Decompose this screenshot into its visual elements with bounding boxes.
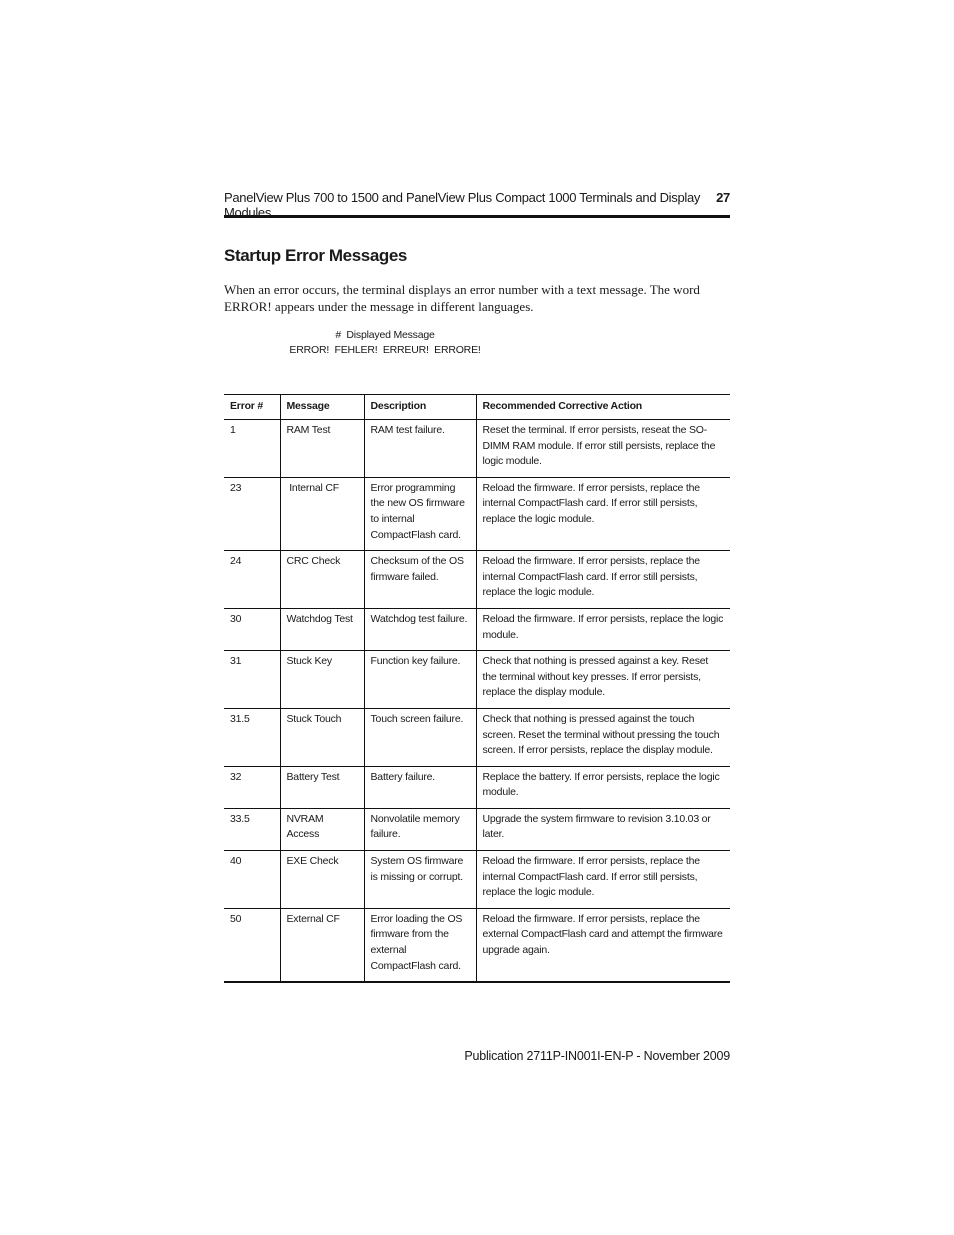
description-cell: Error programming the new OS firmware to internal CompactFlash card. <box>364 477 476 550</box>
description-cell: Watchdog test failure. <box>364 608 476 650</box>
corrective-action-cell: Reload the firmware. If error persists, replace the external CompactFlash card and attempt the firmware upgrade again. <box>476 908 730 982</box>
publication-footer: Publication 2711P-IN001I-EN-P - November 2009 <box>464 1049 730 1063</box>
table-row <box>224 608 730 650</box>
description-cell: Error loading the OS firmware from the external CompactFlash card. <box>364 908 476 982</box>
error-number-cell: 31 <box>224 651 280 709</box>
message-cell: Stuck Key <box>280 651 364 709</box>
error-number-cell: 1 <box>224 420 280 478</box>
message-cell: CRC Check <box>280 551 364 609</box>
corrective-action-cell: Upgrade the system firmware to revision 3.10.03 or later. <box>476 808 730 850</box>
display-sample-line-1: # Displayed Message <box>335 329 435 341</box>
header-title: PanelView Plus 700 to 1500 and PanelView Plus Compact 1000 Terminals and Display Modules <box>224 190 701 220</box>
table-row <box>224 708 730 766</box>
table-row <box>224 651 730 709</box>
message-cell: Watchdog Test <box>280 608 364 650</box>
error-number-cell: 32 <box>224 766 280 808</box>
table-header-row <box>224 395 730 420</box>
error-number-cell: 31.5 <box>224 708 280 766</box>
error-number-cell: 30 <box>224 608 280 650</box>
intro-paragraph: When an error occurs, the terminal displays an error number with a text message. The word ERROR! appears under the message in different languages. <box>224 282 700 314</box>
page-number: 27 <box>716 190 730 205</box>
running-header <box>224 190 730 218</box>
error-table <box>224 394 730 983</box>
corrective-action-cell: Reload the firmware. If error persists, replace the internal CompactFlash card. If error still persists, replace the logic module. <box>476 551 730 609</box>
message-cell: EXE Check <box>280 851 364 909</box>
table-row <box>224 477 730 550</box>
error-number-cell: 23 <box>224 477 280 550</box>
display-message-sample <box>224 328 546 357</box>
description-cell: Nonvolatile memory failure. <box>364 808 476 850</box>
corrective-action-cell: Reload the firmware. If error persists, replace the internal CompactFlash card. If error still persists, replace the logic module. <box>476 851 730 909</box>
message-cell: Battery Test <box>280 766 364 808</box>
display-sample-line-2: ERROR! FEHLER! ERREUR! ERRORE! <box>289 343 481 356</box>
message-cell: Stuck Touch <box>280 708 364 766</box>
corrective-action-cell: Reload the firmware. If error persists, replace the internal CompactFlash card. If error still persists, replace the logic module. <box>476 477 730 550</box>
corrective-action-cell: Check that nothing is pressed against the touch screen. Reset the terminal without pressing the touch screen. If error persists, replace the display module. <box>476 708 730 766</box>
description-cell: System OS firmware is missing or corrupt. <box>364 851 476 909</box>
message-cell: RAM Test <box>280 420 364 478</box>
section-title: Startup Error Messages <box>224 246 407 265</box>
description-cell: Touch screen failure. <box>364 708 476 766</box>
column-header-description: Description <box>364 395 476 420</box>
description-cell: Function key failure. <box>364 651 476 709</box>
error-number-cell: 40 <box>224 851 280 909</box>
column-header-message: Message <box>280 395 364 420</box>
error-number-cell: 50 <box>224 908 280 982</box>
corrective-action-cell: Reload the firmware. If error persists, replace the logic module. <box>476 608 730 650</box>
table-row <box>224 766 730 808</box>
corrective-action-cell: Check that nothing is pressed against a key. Reset the terminal without key presses. If error persists, replace the display module. <box>476 651 730 709</box>
error-number-cell: 24 <box>224 551 280 609</box>
description-cell: Checksum of the OS firmware failed. <box>364 551 476 609</box>
table-row <box>224 420 730 478</box>
description-cell: Battery failure. <box>364 766 476 808</box>
description-cell: RAM test failure. <box>364 420 476 478</box>
table-row <box>224 851 730 909</box>
table-row <box>224 808 730 850</box>
message-cell: External CF <box>280 908 364 982</box>
message-cell: NVRAM Access <box>280 808 364 850</box>
message-cell: Internal CF <box>280 477 364 550</box>
error-number-cell: 33.5 <box>224 808 280 850</box>
table-row <box>224 908 730 982</box>
column-header-corrective-action: Recommended Corrective Action <box>476 395 730 420</box>
corrective-action-cell: Reset the terminal. If error persists, reseat the SO-DIMM RAM module. If error still persists, replace the logic module. <box>476 420 730 478</box>
table-row <box>224 551 730 609</box>
corrective-action-cell: Replace the battery. If error persists, replace the logic module. <box>476 766 730 808</box>
column-header-error-number: Error # <box>224 395 280 420</box>
